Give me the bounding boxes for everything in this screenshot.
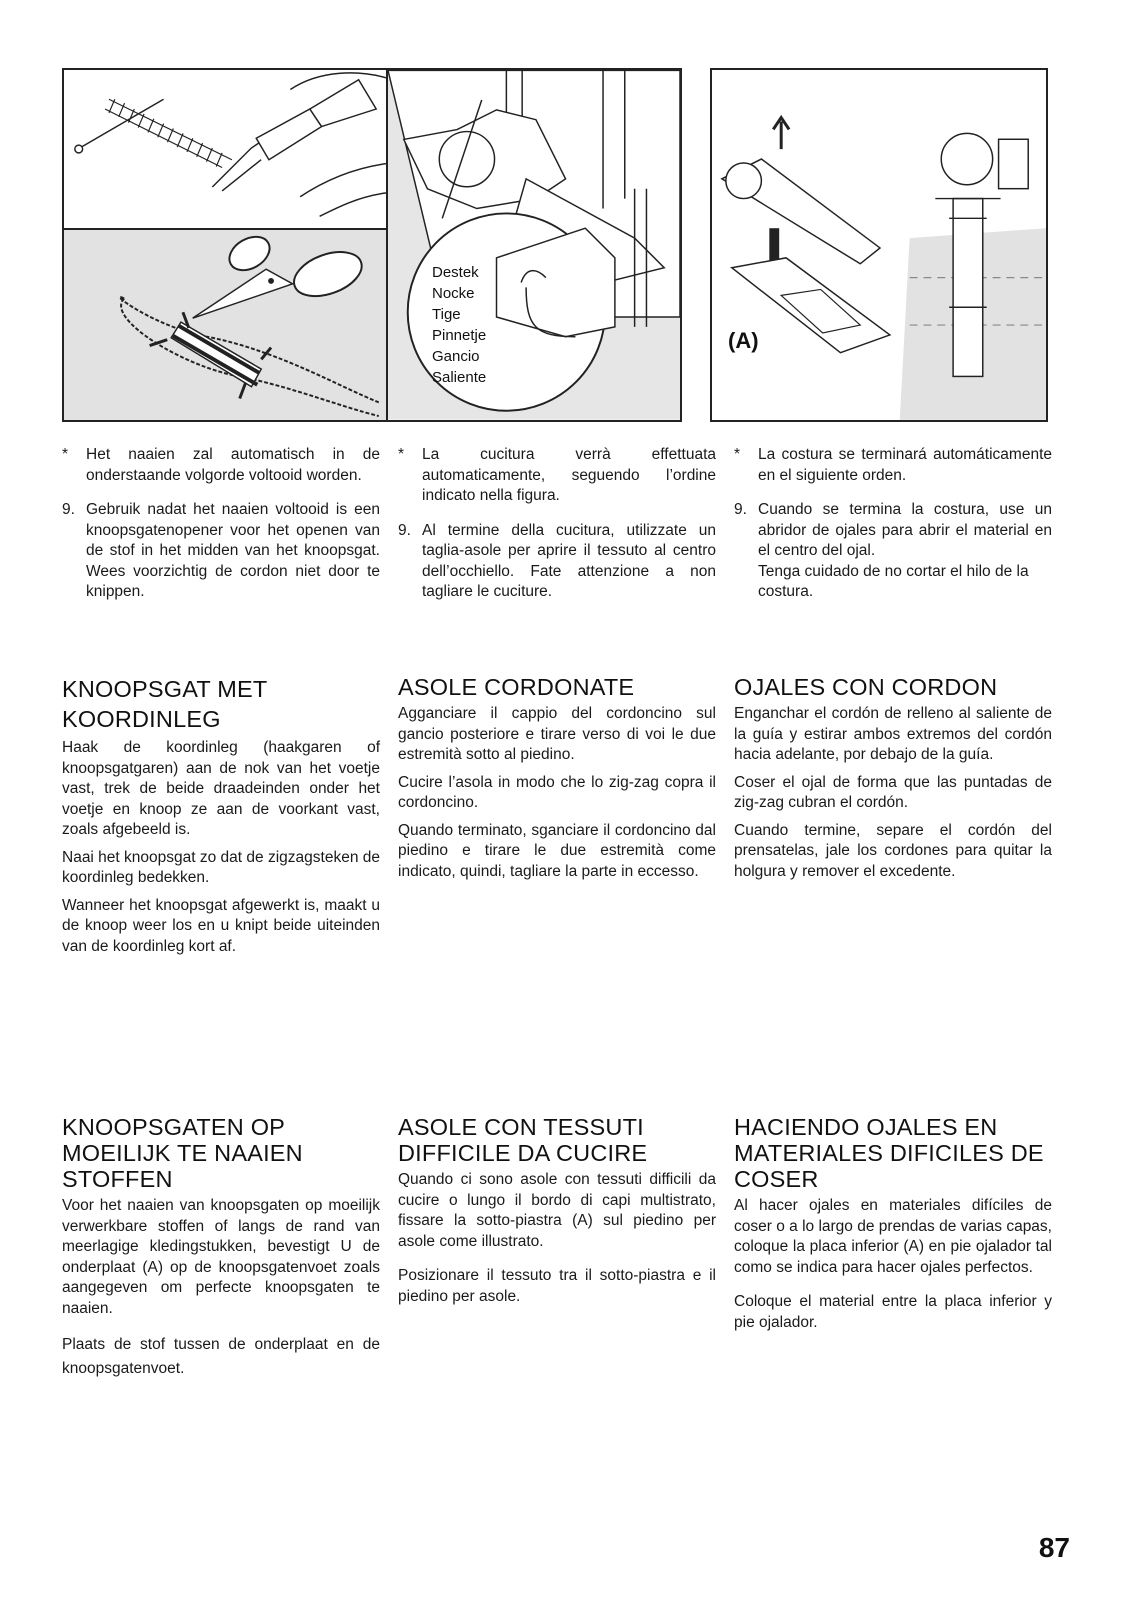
section-paragraph: Al hacer ojales en materiales difíciles de coser o a lo largo de prendas de varias capas, coloque la placa inferior (A) en pie ojalador tal como se indica para hacer ojales perfectos. <box>734 1197 1052 1276</box>
note-text: Het naaien zal automatisch in de onderstaande volgorde voltooid worden. <box>86 446 380 484</box>
callout-label: Saliente <box>432 369 487 386</box>
figure-presser-foot-hook <box>386 68 682 422</box>
note-text: La cucitura verrà effettuata automaticamente, seguendo l’ordine indicato nella figura. <box>422 446 716 504</box>
note-text: La costura se terminará automáticamente en el siguiente orden. <box>758 446 1052 484</box>
section-paragraph: Naai het knoopsgat zo dat de zigzagsteken de koordinleg bedekken. <box>62 848 380 886</box>
step-9 <box>62 500 380 603</box>
auto-finish-note <box>62 445 380 486</box>
section-title: HACIENDO OJALES EN MATERIALES DIFICILES DE COSER <box>734 1114 1044 1192</box>
section-title: ASOLE CORDONATE <box>398 674 635 700</box>
callout-label: Tige <box>432 306 461 323</box>
note-asterisk: * <box>62 446 69 463</box>
section-paragraph: Cucire l’asola in modo che lo zig-zag copra il cordoncino. <box>398 773 716 811</box>
section-paragraph: Agganciare il cappio del cordoncino sul gancio posteriore e tirare verso di voi le due estremità sotto al piedino. <box>398 705 716 763</box>
section-paragraph: Quando terminato, sganciare il cordoncino dal piedino e tirare le due estremità come indicato, quindi, tagliare la parte in eccesso. <box>398 821 716 880</box>
plate-label-a: (A) <box>728 328 759 353</box>
notes-column-nl <box>62 445 380 603</box>
section-paragraph: Wanneer het knoopsgat afgewerkt is, maakt u de knoop weer los en u knipt beide uiteinden van de koordinleg kort af. <box>62 896 380 955</box>
step-number: 9. <box>398 521 411 539</box>
difficult-fabric-section-it <box>398 1114 716 1314</box>
note-asterisk: * <box>734 446 741 463</box>
callout-label: Destek <box>432 264 479 281</box>
section-paragraph: Haak de koordinleg (haakgaren of knoopsgatgaren) aan de nok van het voetje vast, trek de beide draadeinden onder het voetje en knoop ze aan de voorkant vast, zoals afgebeeld is. <box>62 739 380 838</box>
section-paragraph: Enganchar el cordón de relleno al saliente de la guía y estirar ambos extremos del cordón hacia adelante, por debajo de la guía. <box>734 705 1052 763</box>
notes-column-it <box>398 445 716 603</box>
corded-section-nl <box>62 674 380 964</box>
step-text: Al termine della cucitura, utilizzate un taglia-asole per aprire il tessuto al centro dell’occhiello. Fate attenzione a non tagliare le cuciture. <box>422 521 716 600</box>
difficult-fabric-section-nl <box>62 1114 380 1388</box>
figure-scissors-cord <box>62 228 390 422</box>
step-9 <box>398 521 716 603</box>
under-plate-illustration <box>712 70 1046 420</box>
auto-finish-note <box>734 445 1052 486</box>
section-paragraph: Voor het naaien van knoopsgaten op moeilijk verwerkbare stoffen of langs de rand van meerlagige kledingstukken, bevestigt U de onderplaat (A) op de knoopsgatenvoet zoals aangegeven om perfecte knoopsgaten te naaien. <box>62 1197 380 1317</box>
figure-seam-ripper <box>62 68 390 230</box>
section-paragraph: Coloque el material entre la placa inferior y pie ojalador. <box>734 1293 1052 1331</box>
callout-label: Nocke <box>432 285 475 302</box>
section-paragraph: Quando ci sono asole con tessuti difficili da cucire o lungo il bordo di capi multistrato, fissare la sotto-piastra (A) sul piedino per asole come illustrato. <box>398 1171 716 1250</box>
callout-label: Gancio <box>432 348 480 365</box>
section-paragraph: Posizionare il tessuto tra il sotto-piastra e il piedino per asole. <box>398 1267 716 1305</box>
section-title: OJALES CON CORDON <box>734 674 998 700</box>
section-title: ASOLE CON TESSUTI DIFFICILE DA CUCIRE <box>398 1114 648 1166</box>
step-text: Gebruik nadat het naaien voltooid is een knoopsgatenopener voor het openen van de stof in het midden van het knoopsgat. Wees voorzichtig de cordon niet door te knippen. <box>86 501 380 600</box>
step-9 <box>734 500 1052 603</box>
step-number: 9. <box>62 501 75 518</box>
step-number: 9. <box>734 501 747 518</box>
figure-under-plate <box>710 68 1048 422</box>
corded-section-it <box>398 674 716 889</box>
section-title: KNOOPSGAT MET KOORDINLEG <box>62 676 268 732</box>
corded-section-es <box>734 674 1052 889</box>
callout-labels <box>432 262 486 388</box>
notes-column-es <box>734 445 1052 603</box>
step-caution-text: Tenga cuidado de no cortar el hilo de la costura. <box>758 562 1029 600</box>
section-paragraph: Coser el ojal de forma que las puntadas de zig-zag cubran el cordón. <box>734 773 1052 811</box>
note-asterisk: * <box>398 446 405 463</box>
section-paragraph: Cuando termine, separe el cordón del prensatelas, jale los cordones para quitar la holgura y remover el excedente. <box>734 821 1052 880</box>
seam-ripper-illustration <box>64 70 388 228</box>
scissors-cord-illustration <box>64 230 388 420</box>
auto-finish-note <box>398 445 716 507</box>
difficult-fabric-section-es <box>734 1114 1052 1340</box>
page-number: 87 <box>1038 1532 1070 1563</box>
step-text: Cuando se termina la costura, use un abridor de ojales para abrir el material en el centro del ojal. <box>758 501 1052 559</box>
section-title: KNOOPSGATEN OP MOEILIJK TE NAAIEN STOFFEN <box>62 1114 303 1192</box>
callout-label: Pinnetje <box>432 327 487 344</box>
section-paragraph: Plaats de stof tussen de onderplaat en de knoopsgatenvoet. <box>62 1336 380 1377</box>
